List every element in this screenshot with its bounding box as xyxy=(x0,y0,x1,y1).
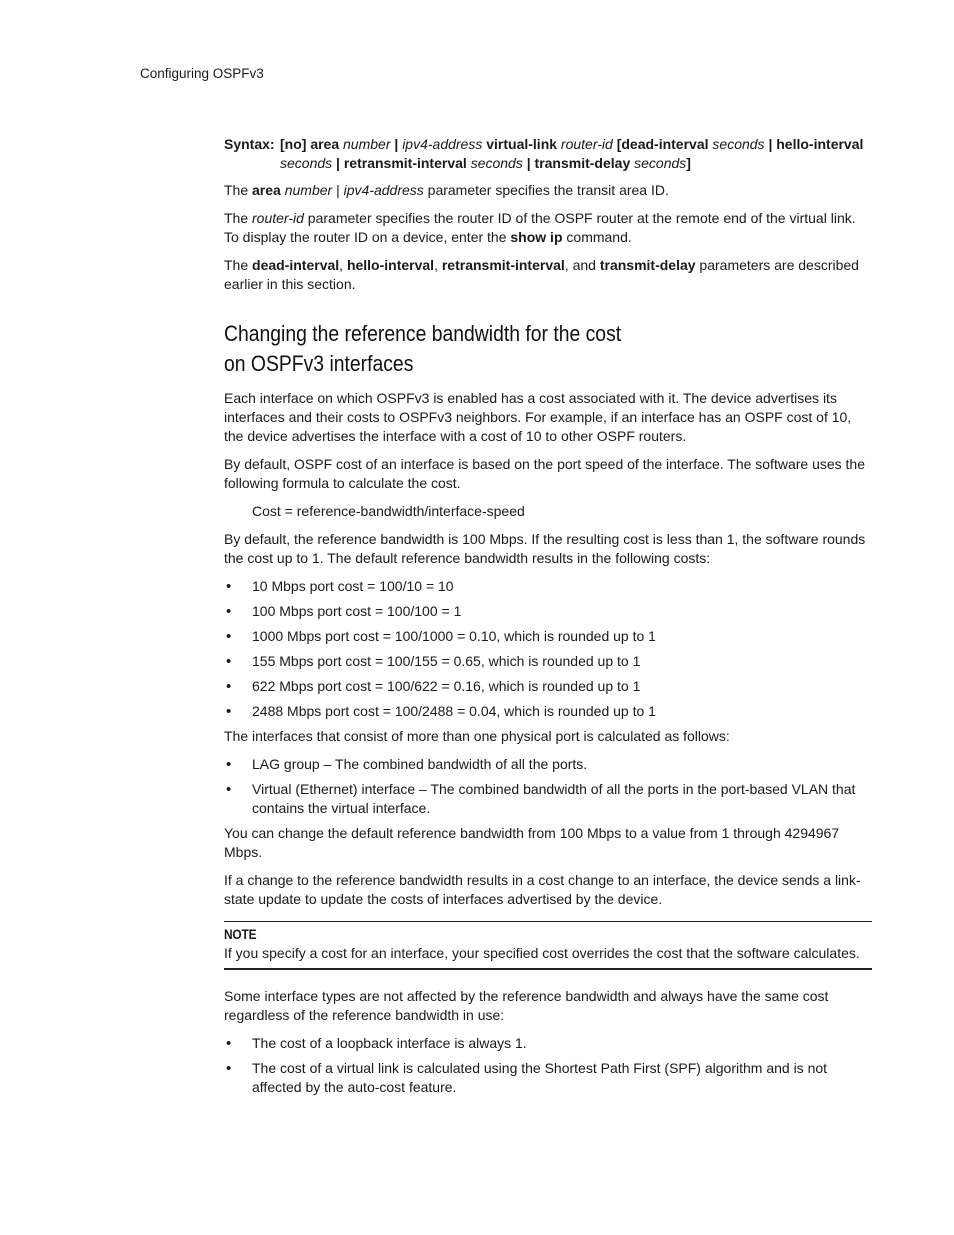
intro-paragraph-2: By default, OSPF cost of an interface is based on the port speed of the interface. The software uses the following formula to calculate the cost. xyxy=(224,456,865,491)
unaffected-types-paragraph: Some interface types are not affected by the reference bandwidth and always have the same cost regardless of the reference bandwidth in use: xyxy=(224,988,829,1023)
list-item: • 622 Mbps port cost = 100/622 = 0.16, which is rounded up to 1 xyxy=(224,677,872,696)
unaffected-types-list xyxy=(224,1034,872,1097)
running-header: Configuring OSPFv3 xyxy=(140,66,264,81)
text-run: parameter specifies the transit area ID. xyxy=(423,182,669,198)
list-item: • 1000 Mbps port cost = 100/1000 = 0.10, which is rounded up to 1 xyxy=(224,627,872,646)
bold-term: retransmit-interval xyxy=(441,257,565,273)
bold-term: area xyxy=(252,182,281,198)
text-run: The xyxy=(224,182,253,198)
italic-term: seconds xyxy=(634,155,687,171)
bold-term: hello-interval xyxy=(346,257,435,273)
text-run: | xyxy=(332,182,344,198)
bold-term: transmit-delay xyxy=(599,257,696,273)
bold-term: dead-interval xyxy=(252,257,340,273)
list-item: • 100 Mbps port cost = 100/100 = 1 xyxy=(224,602,872,621)
bold-term: | transmit-delay xyxy=(522,155,631,171)
bold-term: show ip xyxy=(510,229,563,245)
list-item: • Virtual (Ethernet) interface – The combined bandwidth of all the ports in the port-based VLAN that contains the virtual interface. xyxy=(224,780,872,818)
bold-term: virtual-link xyxy=(486,136,558,152)
text-run: The xyxy=(224,257,253,273)
section-heading-line-1: Changing the reference bandwidth for the cost xyxy=(224,321,622,346)
router-id-param-description xyxy=(224,209,872,247)
bold-term: | hello-interval xyxy=(764,136,864,152)
italic-term: seconds xyxy=(470,155,523,171)
note-box xyxy=(224,921,872,970)
italic-term: ipv4-address xyxy=(343,182,424,198)
text-run: command. xyxy=(562,229,632,245)
list-item: • The cost of a loopback interface is always 1. xyxy=(224,1034,872,1053)
multi-port-paragraph: The interfaces that consist of more than one physical port is calculated as follows: xyxy=(224,728,730,744)
default-costs-list xyxy=(224,577,872,721)
list-item: • The cost of a virtual link is calculated using the Shortest Path First (SPF) algorithm and is not affected by the auto-cost feature. xyxy=(224,1059,872,1097)
link-state-update-paragraph: If a change to the reference bandwidth results in a cost change to an interface, the device sends a link-state update to update the costs of interfaces advertised by the device. xyxy=(224,872,861,907)
area-param-description xyxy=(224,181,872,200)
italic-term: number xyxy=(343,136,391,152)
text-run: , and xyxy=(564,257,600,273)
italic-term: router-id xyxy=(252,210,304,226)
list-item: • 155 Mbps port cost = 100/155 = 0.65, which is rounded up to 1 xyxy=(224,652,872,671)
syntax-block xyxy=(224,135,872,173)
bold-term: [dead-interval xyxy=(612,136,709,152)
text-run: , xyxy=(434,257,442,273)
page-content xyxy=(224,135,872,1103)
list-item: • 2488 Mbps port cost = 100/2488 = 0.04, which is rounded up to 1 xyxy=(224,702,872,721)
list-item: • LAG group – The combined bandwidth of all the ports. xyxy=(224,755,872,774)
interval-params-description xyxy=(224,256,872,294)
note-text: If you specify a cost for an interface, your specified cost overrides the cost that the software calculates. xyxy=(224,945,860,961)
default-bandwidth-paragraph: By default, the reference bandwidth is 100 Mbps. If the resulting cost is less than 1, the software rounds the cost up to 1. The default reference bandwidth results in the following costs: xyxy=(224,531,866,566)
list-item: • 10 Mbps port cost = 100/10 = 10 xyxy=(224,577,872,596)
bold-term: | xyxy=(390,136,403,152)
section-heading-line-2: on OSPFv3 interfaces xyxy=(224,351,414,376)
italic-term: router-id xyxy=(560,136,613,152)
intro-paragraph-1: Each interface on which OSPFv3 is enabled has a cost associated with it. The device advertises its interfaces and their costs to OSPFv3 neighbors. For example, if an interface has an OSPF cost of 10, the device advertises the interface with a cost of 10 to other OSPF routers. xyxy=(224,390,852,444)
italic-term: seconds xyxy=(712,136,765,152)
change-bandwidth-paragraph: You can change the default reference bandwidth from 100 Mbps to a value from 1 through 4294967 Mbps. xyxy=(224,825,840,860)
text-run: parameters are described earlier in this section. xyxy=(224,257,859,292)
italic-term: seconds xyxy=(280,155,333,171)
text-run: parameter specifies the router ID of the OSPF router at the remote end of the virtual link. To display the router ID on a device, enter the xyxy=(224,210,856,245)
syntax-label: Syntax: xyxy=(224,136,275,152)
italic-term: ipv4-address xyxy=(402,136,483,152)
bold-term: | retransmit-interval xyxy=(332,155,467,171)
cost-formula: Cost = reference-bandwidth/interface-speed xyxy=(252,503,525,519)
bold-term: [no] area xyxy=(280,136,340,152)
bold-term: ] xyxy=(686,155,691,171)
syntax-command xyxy=(280,135,872,173)
text-run: The xyxy=(224,210,253,226)
text-run: , xyxy=(339,257,347,273)
section-heading xyxy=(224,319,752,379)
italic-term: number xyxy=(284,182,333,198)
multi-port-list xyxy=(224,755,872,818)
note-label: NOTE xyxy=(224,926,257,942)
